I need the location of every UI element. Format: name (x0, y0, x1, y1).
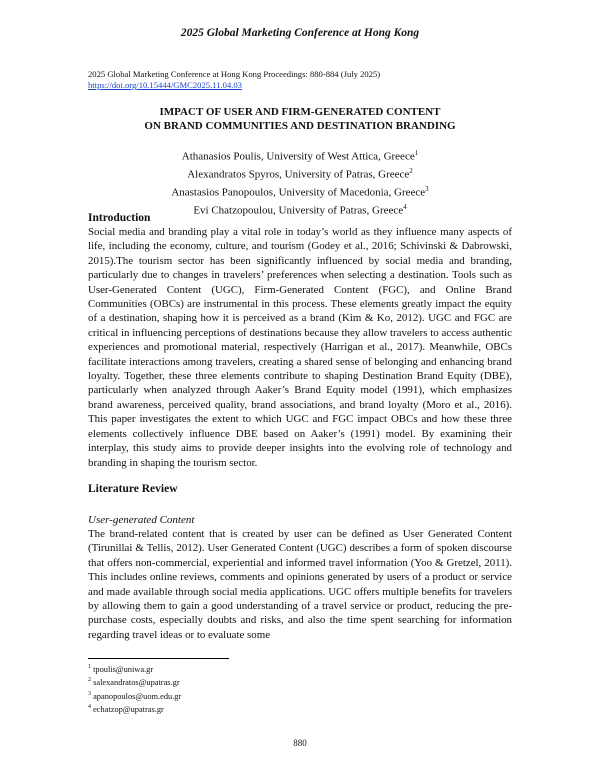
paper-title-line-2: ON BRAND COMMUNITIES AND DESTINATION BRANDING (144, 120, 456, 132)
paper-title (0, 105, 600, 133)
footnote-email: tpoulis@uniwa.gr (93, 664, 154, 674)
author-name: Evi Chatzopoulou, University of Patras, Greece (193, 205, 404, 218)
running-header: 2025 Global Marketing Conference at Hong Kong (180, 27, 420, 39)
footnote-mark: 4 (403, 203, 407, 212)
author-line (0, 146, 600, 164)
footnote-mark: 3 (88, 690, 91, 697)
footnote-email: apanopoulos@uom.edu.gr (93, 691, 182, 701)
proceedings-citation: 2025 Global Marketing Conference at Hong Kong Proceedings: 880-884 (July 2025) (88, 69, 381, 79)
footnote-mark: 2 (409, 167, 413, 176)
footnote-item (88, 689, 181, 702)
footnote-mark: 2 (88, 677, 91, 684)
introduction-heading: Introduction (88, 212, 151, 224)
author-name: Athanasios Poulis, University of West Attica, Greece (181, 150, 415, 163)
footnote-divider (88, 658, 229, 659)
footnote-email: salexandratos@upatras.gr (93, 678, 180, 688)
footnote-item (88, 702, 181, 715)
footnote-mark: 3 (425, 185, 429, 194)
footnote-email: echatzop@upatras.gr (93, 704, 164, 714)
footnote-item (88, 675, 181, 688)
footnote-mark: 1 (88, 664, 91, 670)
footnote-mark: 4 (88, 704, 91, 711)
literature-review-paragraph: The brand-related content that is created by user can be defined as User Generated Content (Tirunillai & Tellis, 2012). User Generated Content (UGC) describes a form of spoken discourse that offers non-commercial, experiential and informed travel information (Yoo & Gretzel, 2011). This includes online reviews, comments and opinions generated by users of a product or service and made available through social media applications. UGC offers multiple benefits for travelers by allowing them to gain a good understanding of a travel service or product, reducing the pre-purchase costs, especially doubts and risks, and also the time spent searching for information regarding travel ideas or to evaluate some (88, 528, 512, 641)
doi-link[interactable]: https://doi.org/10.15444/GMC2025.11.04.03 (88, 80, 242, 90)
author-line (0, 164, 600, 182)
literature-review-heading: Literature Review (88, 483, 178, 495)
author-line (0, 182, 600, 200)
footnote-mark: 1 (414, 149, 419, 157)
footnote-item (88, 662, 181, 675)
page-number: 880 (293, 738, 307, 748)
footnotes (88, 662, 181, 716)
author-list (0, 146, 600, 219)
paper-title-line-1: IMPACT OF USER AND FIRM-GENERATED CONTENT (159, 106, 441, 118)
ugc-subheading: User-generated Content (88, 514, 195, 526)
introduction-paragraph: Social media and branding play a vital role in today’s world as they influence many aspects of life, including the economy, culture, and tourism (Godey et al., 2016; Schivinski & Dabrowski, 2015).The tourism sector has been significantly influenced by social media and branding, particularly due to changes in travelers’ preferences when selecting a destination. Tools such as User-Generated Content (UGC), Firm-Generated Content (FGC), and Online Brand Communities (OBCs) are instrumental in this process. These elements greatly impact the equity of a destination, shaping how it is perceived as a brand (Kim & Ko, 2012). UGC and FGC are critical in influencing perceptions of destinations because they allow travelers to access authentic experiences and promotional material, respectively (Harrigan et al., 2017). Meanwhile, OBCs facilitate interactions among travelers, creating a shared sense of belonging and enhancing brand loyalty. Together, these three elements contribute to shaping Destination Brand Equity (DBE), particularly when analyzed through Aaker’s Brand Equity model (1991), which emphasizes brand awareness, perceived quality, brand associations, and brand loyalty (Moro et al., 2016). This paper investigates the extent to which UGC and FGC impact OBCs and how these three elements collectively influence DBE based on Aaker’s (1991) model. By examining their interplay, this study aims to provide deeper insights into the evolving role of technology and branding in shaping the tourism sector. (88, 226, 512, 469)
author-name: Anastasios Panopoulos, University of Macedonia, Greece (171, 186, 426, 199)
author-name: Alexandratos Spyros, University of Patras, Greece (187, 168, 410, 181)
